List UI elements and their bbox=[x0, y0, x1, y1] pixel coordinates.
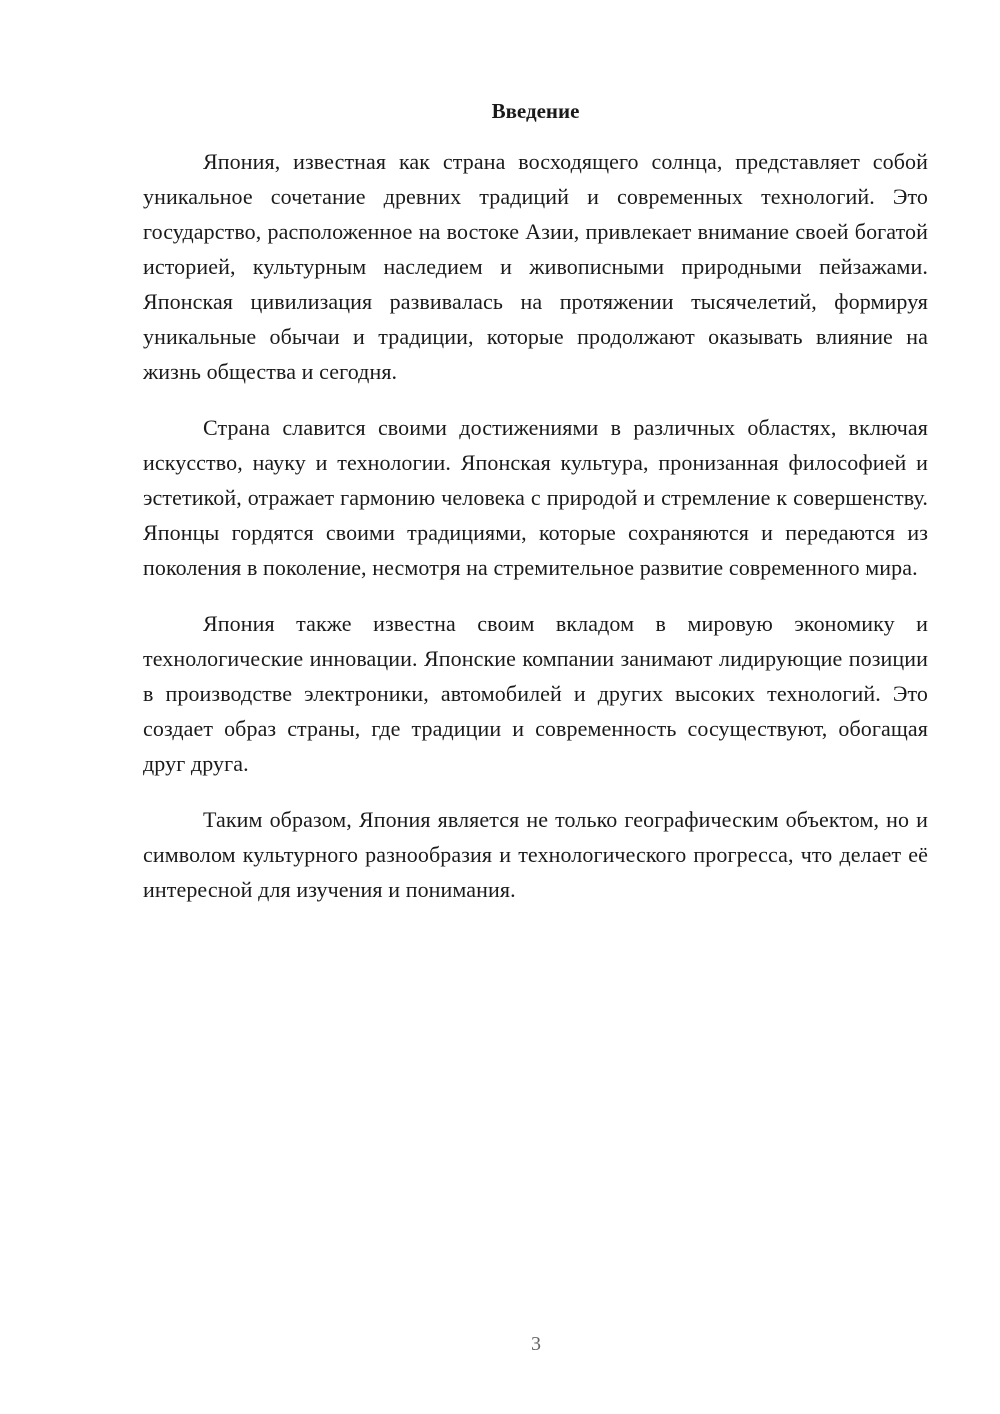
page-number: 3 bbox=[531, 1333, 541, 1355]
paragraph-1: Япония, известная как страна восходящего солнца, представляет собой уникальное сочетание древних традиций и современных технологий. Это государство, расположенное на востоке Азии, привлекает внимание своей богатой историей, культурным наследием и живописными природными пейзажами. Японская цивилизация развивалась на протяжении тысячелетий, формируя уникальные обычаи и традиции, которые продолжают оказывать влияние на жизнь общества и сегодня. bbox=[143, 149, 928, 384]
paragraph-2: Страна славится своими достижениями в различных областях, включая искусство, науку и технологии. Японская культура, пронизанная философией и эстетикой, отражает гармонию человека с природой и стремление к совершенству. Японцы гордятся своими традициями, которые сохраняются и передаются из поколения в поколение, несмотря на стремительное развитие современного мира. bbox=[143, 415, 928, 580]
page-content bbox=[143, 96, 928, 928]
paragraph-4: Таким образом, Япония является не только географическим объектом, но и символом культурного разнообразия и технологического прогресса, что делает её интересной для изучения и понимания. bbox=[143, 807, 928, 902]
section-title: Введение bbox=[491, 99, 580, 123]
paragraph-3: Япония также известна своим вкладом в мировую экономику и технологические инновации. Японские компании занимают лидирующие позиции в производстве электроники, автомобилей и других высоких технологий. Это создает образ страны, где традиции и современность сосуществуют, обогащая друг друга. bbox=[143, 611, 928, 776]
